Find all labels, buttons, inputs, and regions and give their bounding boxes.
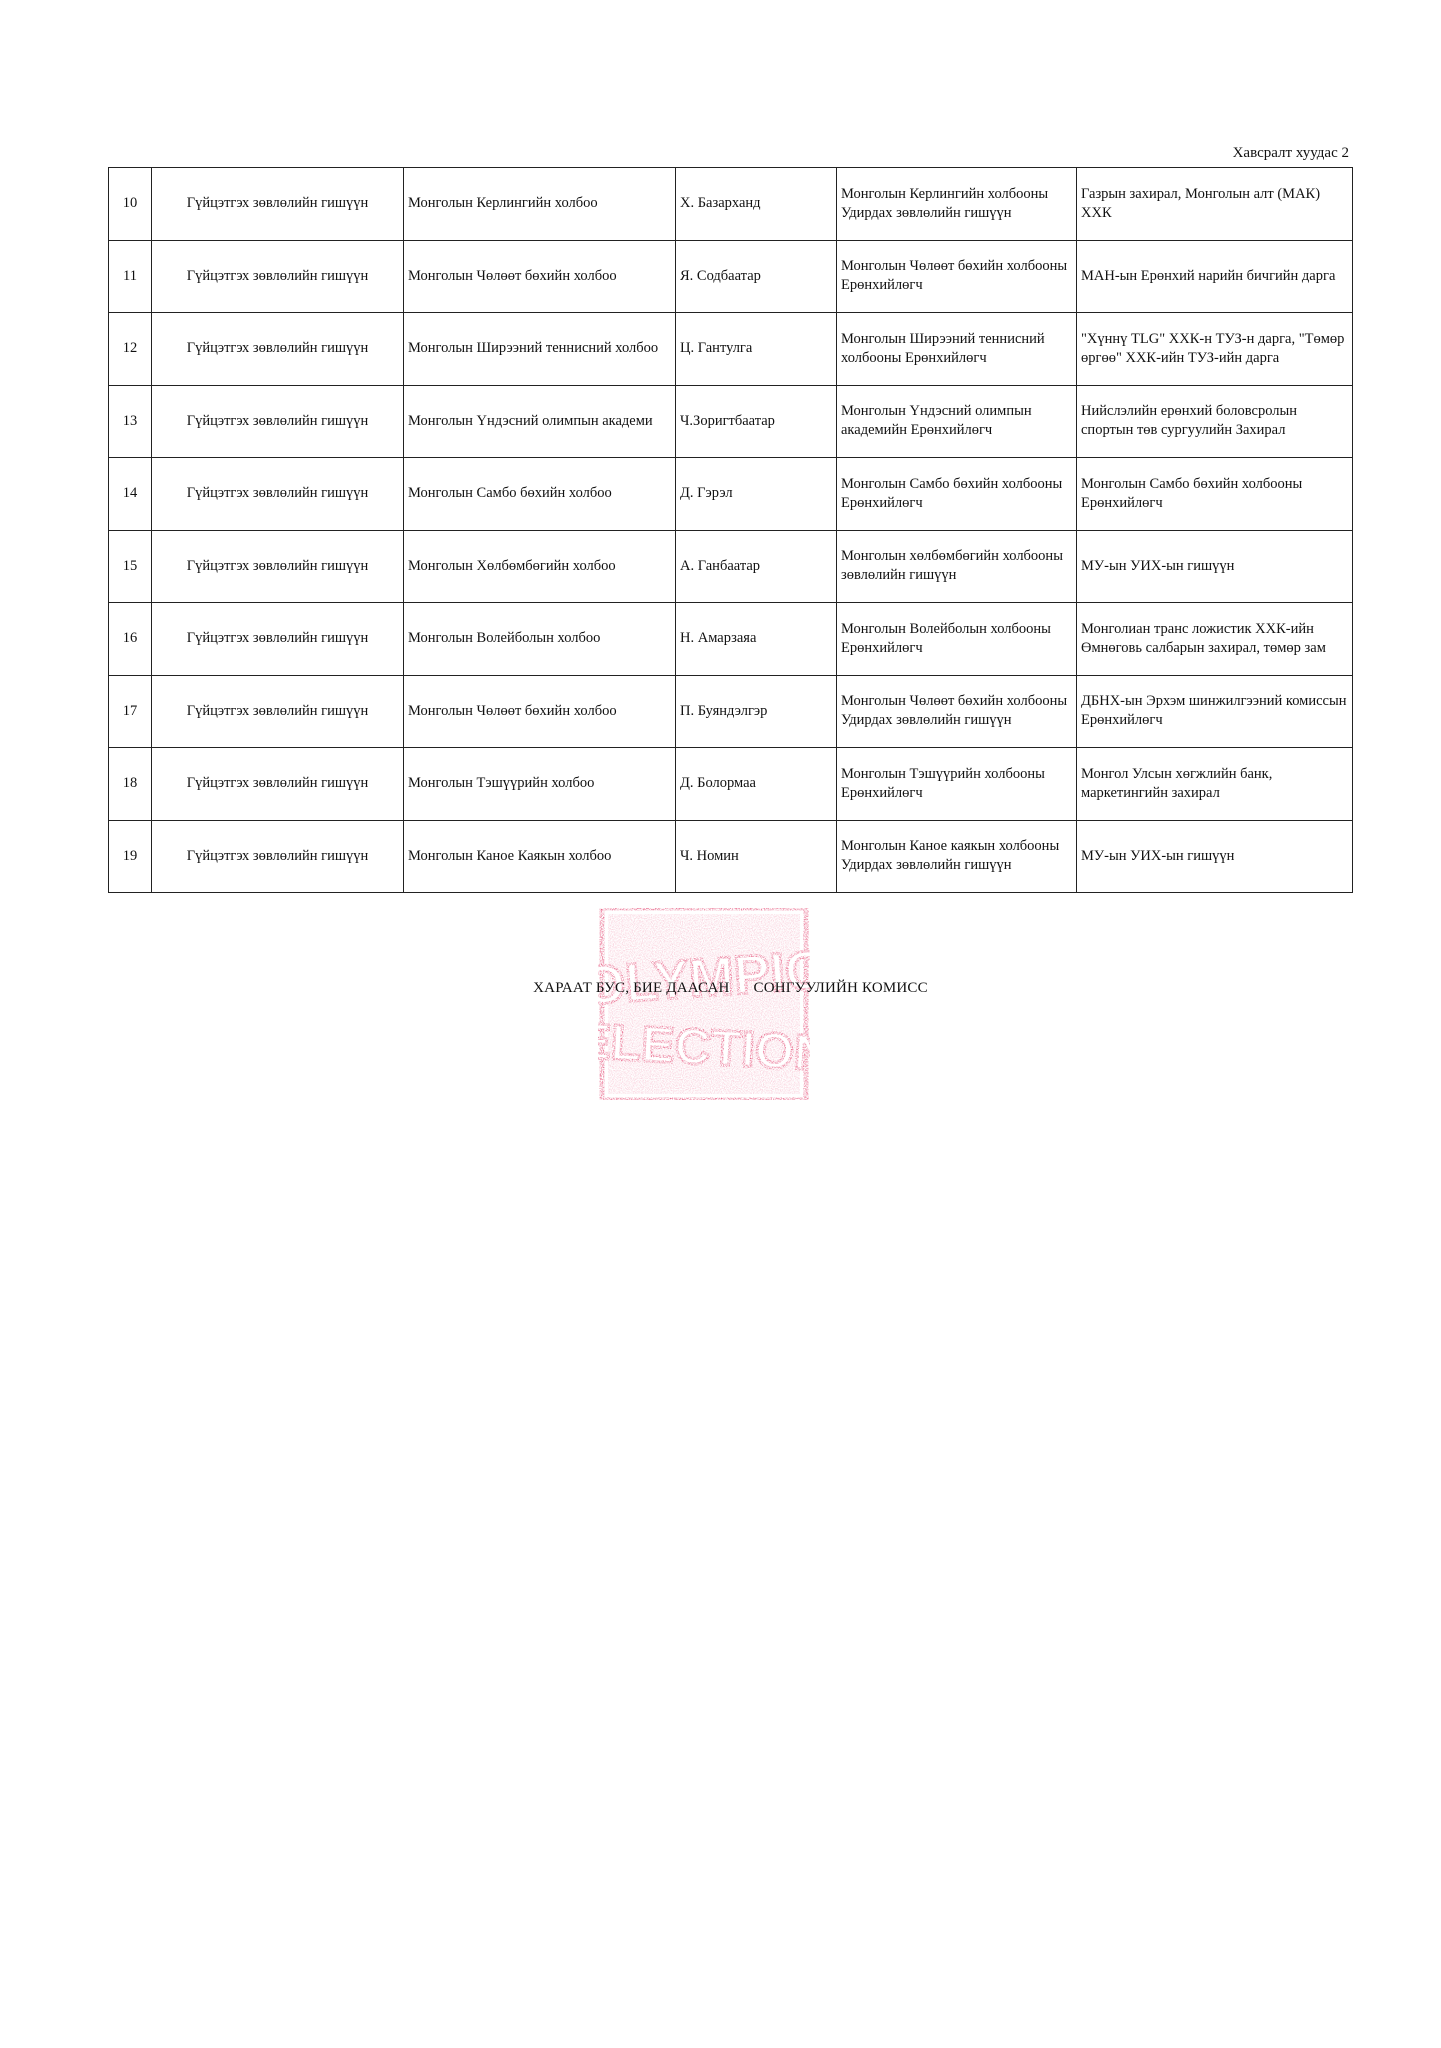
org-role-cell: Монголын Чөлөөт бөхийн холбооны Удирдах зөвлөлийн гишүүн [837,675,1077,748]
occupation-cell: ДБНХ-ын Эрхэм шинжилгээний комиссын Ерөнхийлөгч [1077,675,1353,748]
table-row [109,313,1353,386]
occupation-cell: "Хүннү TLG" ХХК-н ТУЗ-н дарга, "Төмөр өргөө" ХХК-ийн ТУЗ-ийн дарга [1077,313,1353,386]
name-cell: Я. Содбаатар [676,240,837,313]
table-row [109,168,1353,241]
organization-cell: Монголын Чөлөөт бөхийн холбоо [404,240,676,313]
org-role-cell: Монголын хөлбөмбөгийн холбооны зөвлөлийн гишүүн [837,530,1077,603]
members-table [108,167,1353,893]
position-cell: Гүйцэтгэх зөвлөлийн гишүүн [152,748,404,821]
occupation-cell: Монголын Самбо бөхийн холбооны Ерөнхийлөгч [1077,458,1353,531]
name-cell: А. Ганбаатар [676,530,837,603]
position-cell: Гүйцэтгэх зөвлөлийн гишүүн [152,675,404,748]
row-number: 13 [109,385,152,458]
row-number: 16 [109,603,152,676]
occupation-cell: МАН-ын Ерөнхий нарийн бичгийн дарга [1077,240,1353,313]
stamp-line1: OLYMPIC [598,939,810,1017]
name-cell: Ч.Зоригтбаатар [676,385,837,458]
row-number: 15 [109,530,152,603]
row-number: 12 [109,313,152,386]
organization-cell: Монголын Үндэсний олимпын академи [404,385,676,458]
name-cell: Ц. Гантулга [676,313,837,386]
name-cell: Д. Болормаа [676,748,837,821]
members-table-body [109,168,1353,893]
position-cell: Гүйцэтгэх зөвлөлийн гишүүн [152,385,404,458]
org-role-cell: Монголын Ширээний теннисний холбооны Ерөнхийлөгч [837,313,1077,386]
name-cell: П. Буяндэлгэр [676,675,837,748]
table-row [109,675,1353,748]
table-row [109,820,1353,893]
occupation-cell: Монголиан транс ложистик ХХК-ийн Өмнөговь салбарын захирал, төмөр зам [1077,603,1353,676]
position-cell: Гүйцэтгэх зөвлөлийн гишүүн [152,168,404,241]
olympic-election-stamp [598,904,810,1104]
commission-title [0,980,1441,997]
position-cell: Гүйцэтгэх зөвлөлийн гишүүн [152,240,404,313]
table-row [109,748,1353,821]
organization-cell: Монголын Чөлөөт бөхийн холбоо [404,675,676,748]
org-role-cell: Монголын Керлингийн холбооны Удирдах зөвлөлийн гишүүн [837,168,1077,241]
position-cell: Гүйцэтгэх зөвлөлийн гишүүн [152,458,404,531]
occupation-cell: Монгол Улсын хөгжлийн банк, маркетингийн захирал [1077,748,1353,821]
name-cell: Д. Гэрэл [676,458,837,531]
org-role-cell: Монголын Каное каякын холбооны Удирдах зөвлөлийн гишүүн [837,820,1077,893]
organization-cell: Монголын Хөлбөмбөгийн холбоо [404,530,676,603]
occupation-cell: МУ-ын УИХ-ын гишүүн [1077,820,1353,893]
occupation-cell: Газрын захирал, Монголын алт (МАК) ХХК [1077,168,1353,241]
table-row [109,385,1353,458]
commission-title-part2: СОНГУУЛИЙН КОМИСС [753,980,928,996]
page-label: Хавсралт хуудас 2 [1232,145,1349,161]
position-cell: Гүйцэтгэх зөвлөлийн гишүүн [152,313,404,386]
name-cell: Ч. Номин [676,820,837,893]
position-cell: Гүйцэтгэх зөвлөлийн гишүүн [152,603,404,676]
organization-cell: Монголын Каное Каякын холбоо [404,820,676,893]
org-role-cell: Монголын Самбо бөхийн холбооны Ерөнхийлөгч [837,458,1077,531]
organization-cell: Монголын Волейболын холбоо [404,603,676,676]
occupation-cell: Нийслэлийн ерөнхий боловсролын спортын төв сургуулийн Захирал [1077,385,1353,458]
stamp-line2: ELECTION [598,1012,810,1082]
table-row [109,530,1353,603]
row-number: 10 [109,168,152,241]
name-cell: Н. Амарзаяа [676,603,837,676]
row-number: 17 [109,675,152,748]
occupation-cell: МУ-ын УИХ-ын гишүүн [1077,530,1353,603]
table-row [109,603,1353,676]
organization-cell: Монголын Тэшүүрийн холбоо [404,748,676,821]
org-role-cell: Монголын Чөлөөт бөхийн холбооны Ерөнхийлөгч [837,240,1077,313]
table-row [109,458,1353,531]
row-number: 11 [109,240,152,313]
organization-cell: Монголын Самбо бөхийн холбоо [404,458,676,531]
position-cell: Гүйцэтгэх зөвлөлийн гишүүн [152,530,404,603]
row-number: 18 [109,748,152,821]
org-role-cell: Монголын Тэшүүрийн холбооны Ерөнхийлөгч [837,748,1077,821]
commission-title-part1: ХАРААТ БУС, БИЕ ДААСАН [533,980,730,996]
row-number: 19 [109,820,152,893]
table-row [109,240,1353,313]
organization-cell: Монголын Ширээний теннисний холбоо [404,313,676,386]
organization-cell: Монголын Керлингийн холбоо [404,168,676,241]
org-role-cell: Монголын Волейболын холбооны Ерөнхийлөгч [837,603,1077,676]
name-cell: Х. Базарханд [676,168,837,241]
row-number: 14 [109,458,152,531]
position-cell: Гүйцэтгэх зөвлөлийн гишүүн [152,820,404,893]
org-role-cell: Монголын Үндэсний олимпын академийн Ерөнхийлөгч [837,385,1077,458]
